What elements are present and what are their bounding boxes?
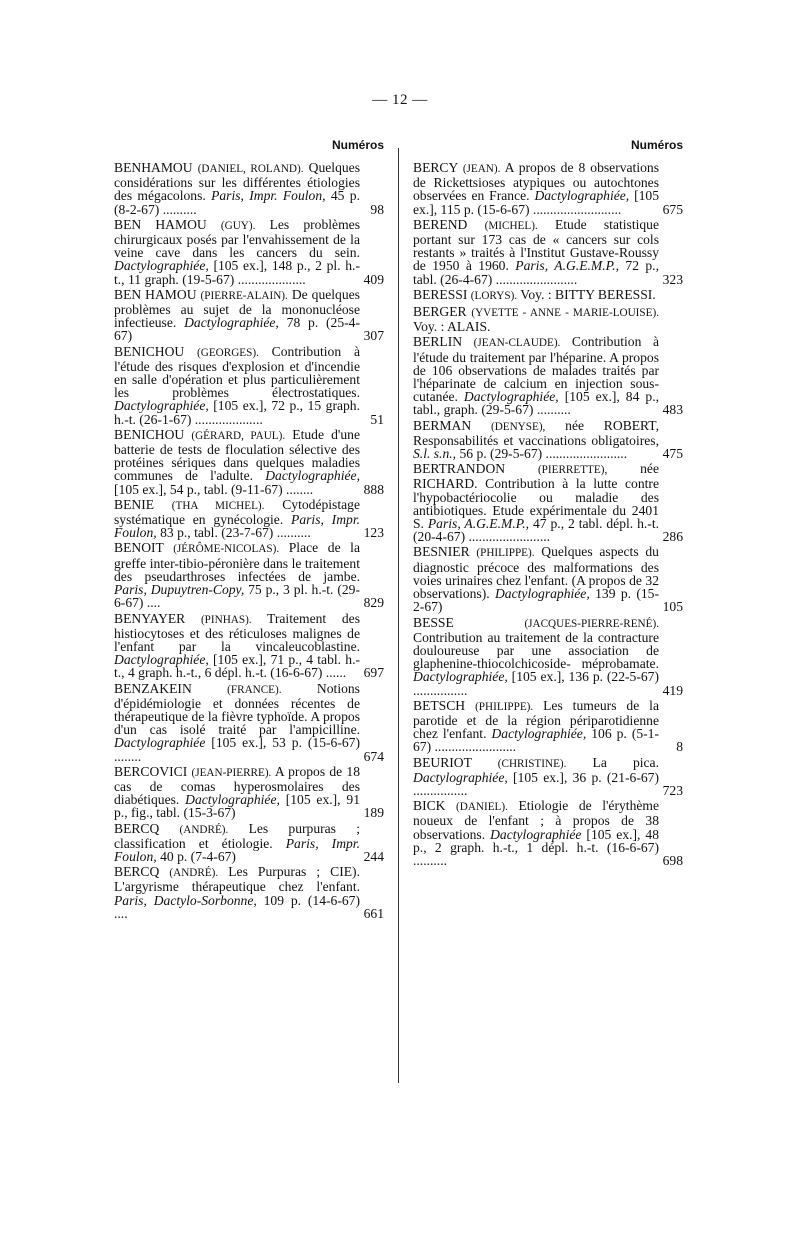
author-surname: BERESSI: [413, 286, 468, 302]
collation: [105 ex.], 72 p., 15 graph. h.-t. (26-1-67) ....................: [114, 398, 360, 427]
entry-number: 98: [370, 201, 384, 217]
index-entry: [413, 699, 683, 754]
thesis-title: Place de la greffe inter-tibio-péronière dans le traitement des pseudarthroses infectées de jambe.: [114, 540, 360, 584]
collation: 83 p., tabl. (23-7-67) ..........: [160, 525, 311, 541]
author-given-names: (DENYSE),: [490, 420, 546, 433]
entry-text: [413, 699, 659, 754]
index-entry: [114, 498, 384, 540]
index-entry: [413, 218, 683, 286]
entry-number: 829: [363, 595, 384, 611]
entry-text: [114, 498, 360, 540]
author-surname: BENZAKEIN: [114, 680, 192, 696]
entry-text: [114, 541, 360, 609]
entry-number: 723: [662, 782, 683, 798]
author-given-names: (DANIEL).: [456, 801, 508, 814]
author-given-names: (ANDRÉ).: [169, 867, 219, 880]
collation: [105 ex.], 54 p., tabl. (9-11-67) ........: [114, 481, 314, 497]
thesis-title: née RICHARD. Contribution à la lutte contre l'hypobactériocolie ou maladie des antibiotiques. Etude expérimentale du 2401 S.: [413, 461, 659, 532]
index-entry: [413, 288, 683, 303]
author-surname: BESSE: [413, 614, 454, 630]
entry-text: [413, 335, 659, 416]
author-given-names: (PHILIPPE).: [475, 700, 534, 713]
entry-text: [114, 161, 360, 216]
index-entry: [413, 335, 683, 416]
thesis-title: Les purpuras ; classification et étiologie.: [114, 820, 360, 851]
index-entry: [413, 419, 683, 461]
imprint: Dactylographiée,: [114, 258, 209, 274]
collation: [105 ex.], 91 p., fig., tabl. (15-3-67): [114, 792, 360, 821]
author-surname: BEREND: [413, 216, 468, 232]
imprint: Paris, Impr. Foulon,: [114, 512, 361, 541]
entry-text: [413, 305, 659, 333]
imprint: Paris, A.G.E.M.P.,: [427, 516, 530, 532]
index-entry: [114, 612, 384, 680]
author-surname: BERTRANDON: [413, 461, 506, 477]
collation: 72 p., tabl. (26-4-67) ........................: [413, 258, 659, 287]
thesis-title: A propos de 8 observations de Rickettsioses atypiques ou autochtones observées en France.: [413, 160, 659, 204]
author-given-names: (LORYS).: [470, 289, 518, 302]
entry-text: [413, 419, 659, 461]
collation: [105 ex.], 115 p. (15-6-67) ..........................: [413, 188, 659, 217]
entry-text: [413, 616, 659, 697]
numeros-header: Numéros: [630, 138, 683, 152]
author-surname: BEN HAMOU: [114, 286, 197, 302]
index-entry: [413, 545, 683, 613]
imprint: Dactylographiée,: [463, 389, 559, 405]
entry-text: [114, 865, 360, 920]
collation: 78 p. (25-4-67): [114, 315, 360, 344]
collation: [105 ex.], 148 p., 2 pl. h.-t., 11 graph. (19-5-67) ....................: [114, 258, 360, 287]
numeros-header: Numéros: [331, 138, 384, 152]
thesis-title: A propos de 18 cas de comas hyperosmolaires des diabétiques.: [114, 763, 360, 808]
column-divider: [398, 148, 399, 1083]
index-entry: [114, 765, 384, 820]
imprint: Paris, Dactylo-Sorbonne,: [114, 892, 257, 908]
entry-text: [114, 288, 360, 343]
entry-number: 123: [363, 525, 384, 541]
index-entry: [413, 305, 683, 333]
entry-number: 105: [662, 599, 683, 615]
author-given-names: (PHILIPPE).: [476, 547, 535, 560]
entry-number: 409: [363, 271, 384, 287]
thesis-title: Voy. : ALAIS.: [413, 319, 491, 335]
thesis-title: La pica.: [592, 754, 659, 770]
index-entry: [114, 822, 384, 864]
entry-text: [114, 218, 360, 286]
entry-text: [114, 612, 360, 680]
imprint: Dactylographiée,: [184, 315, 279, 331]
imprint: Dactylographiée,: [413, 769, 508, 785]
author-surname: BENICHOU: [114, 426, 185, 442]
thesis-title: Contribution à l'étude des risques d'explosion et d'incendie en salle d'opération et plus particulièrement les problèmes électrostatiques.: [114, 343, 360, 401]
thesis-title: Quelques aspects du diagnostic précoce des malformations des voies urinaires chez l'enfant. (A propos de 32 observations).: [413, 544, 659, 602]
author-given-names: (PIERRETTE),: [537, 464, 608, 477]
thesis-title: Cytodépistage systématique en gynécologie.: [114, 496, 360, 528]
author-surname: BERCQ: [114, 820, 160, 836]
author-given-names: (THA MICHEL).: [171, 499, 265, 512]
collation: 106 p. (5-1-67) ........................: [413, 726, 659, 755]
entry-number: 675: [662, 201, 683, 217]
imprint: Dactylographiée,: [185, 792, 280, 808]
index-entry: [114, 218, 384, 286]
entry-text: [114, 345, 360, 426]
author-surname: BICK: [413, 798, 446, 814]
entry-text: [114, 682, 360, 763]
entry-text: [413, 161, 659, 216]
right-column: [413, 138, 683, 869]
thesis-title: Les Purpuras ; CIE). L'argyrisme thérapeutique chez l'enfant.: [114, 864, 360, 895]
entry-number: 323: [662, 271, 683, 287]
entry-text: [413, 756, 659, 798]
thesis-title: Notions d'épidémiologie et données récentes de thérapeutique de la fièvre typhoïde. A propos d'un cas isolé traité par l'ampicilline.: [114, 680, 360, 738]
entry-text: [114, 822, 360, 864]
page-number: — 12 —: [372, 92, 428, 108]
author-given-names: (YVETTE - ANNE - MARIE-LOUISE).: [471, 307, 659, 320]
author-given-names: (JACQUES-PIERRE-RENÉ).: [524, 617, 659, 630]
imprint: Dactylographiée,: [494, 586, 590, 602]
entry-number: 697: [363, 665, 384, 681]
entry-text: [413, 462, 659, 543]
entry-number: 8: [676, 739, 683, 755]
entry-list: [114, 161, 384, 920]
entry-number: 419: [662, 682, 683, 698]
author-surname: BENHAMOU: [114, 160, 193, 175]
index-entry: [413, 462, 683, 543]
collation: [105 ex.], 53 p. (15-6-67) ........: [114, 735, 360, 764]
author-given-names: (JEAN).: [462, 163, 501, 175]
imprint: Dactylographiée: [114, 735, 206, 751]
author-given-names: (GUY).: [220, 219, 256, 232]
entry-number: 51: [370, 411, 384, 427]
author-given-names: (GÉRARD, PAUL).: [191, 429, 286, 442]
thesis-title: Contribution à l'étude du traitement par l'héparine. A propos de 106 observations de malades traités par l'héparinate de calcium en injection sous-cutanée.: [413, 334, 659, 405]
imprint: S.l. s.n.,: [413, 446, 457, 462]
index-entry: [114, 428, 384, 496]
entry-text: [413, 288, 659, 303]
author-given-names: (ANDRÉ).: [179, 823, 229, 836]
entry-number: 483: [662, 402, 683, 418]
author-surname: BENYAYER: [114, 610, 186, 626]
collation: [105 ex.], 36 p. (21-6-67) ................: [413, 769, 660, 798]
index-entry: [114, 682, 384, 763]
imprint: Dactylographiée,: [265, 468, 360, 484]
author-given-names: (MICHEL).: [484, 219, 538, 232]
thesis-title: Les problèmes chirurgicaux posés par l'envahissement de la veine cave dans les cancers du sein.: [114, 216, 360, 261]
entry-text: [413, 218, 659, 286]
collation: 47 p., 2 tabl. dépl. h.-t. (20-4-67) ........................: [413, 516, 659, 545]
entry-list: [413, 161, 683, 867]
collation: 109 p. (14-6-67) ....: [114, 892, 360, 921]
author-surname: BERCOVICI: [114, 763, 188, 779]
index-entry: [413, 756, 683, 798]
entry-number: 661: [363, 905, 384, 921]
author-given-names: (DANIEL, ROLAND).: [197, 163, 304, 175]
author-surname: BEURIOT: [413, 754, 472, 770]
collation: [105 ex.], 48 p., 2 graph. h.-t., 1 dépl. h.-t. (16-6-67) ..........: [413, 826, 660, 868]
thesis-title: Les tumeurs de la parotide et de la région périparotidienne chez l'enfant.: [413, 697, 659, 742]
author-given-names: (PIERRE-ALAIN).: [200, 289, 288, 302]
imprint: Paris, Impr. Foulon,: [211, 188, 326, 204]
author-given-names: (JEAN-CLAUDE).: [473, 337, 561, 350]
author-surname: BEN HAMOU: [114, 216, 207, 232]
thesis-title: Etude statistique portant sur 173 cas de « cancers sur cols restants » traités à l'Institut Gustave-Roussy de 1950 à 1960.: [413, 216, 659, 274]
entry-number: 698: [662, 852, 683, 868]
thesis-title: Contribution au traitement de la contracture douloureuse par une association de glaphenine-thiocolchicoside- méprobamate.: [413, 629, 659, 672]
entry-number: 307: [363, 328, 384, 344]
imprint: Dactylographiée,: [114, 652, 209, 668]
author-given-names: (JÉRÔME-NICOLAS).: [173, 543, 280, 556]
author-given-names: (PINHAS).: [200, 613, 252, 626]
index-entry: [413, 616, 683, 697]
imprint: Paris, A.G.E.M.P.,: [515, 258, 619, 274]
imprint: Dactylographiée,: [413, 669, 508, 685]
entry-number: 189: [363, 805, 384, 821]
author-given-names: (CHRISTINE).: [497, 757, 567, 770]
entry-number: 286: [662, 529, 683, 545]
author-surname: BENICHOU: [114, 343, 185, 359]
entry-text: [413, 799, 659, 867]
entry-number: 674: [363, 748, 384, 764]
author-given-names: (GEORGES).: [197, 346, 259, 359]
author-given-names: (JEAN-PIERRE).: [191, 766, 272, 779]
collation: [105 ex.], 136 p. (22-5-67) ................: [413, 669, 660, 698]
thesis-title: née ROBERT, Responsabilités et vaccinations obligatoires,: [413, 417, 660, 448]
author-surname: BESNIER: [413, 544, 470, 560]
thesis-title: Etiologie de l'érythème noueux de l'enfant ; à propos de 38 observations.: [413, 798, 660, 842]
collation: 56 p. (29-5-67) ........................: [459, 446, 628, 462]
thesis-title: De quelques problèmes au sujet de la mononucléose infectieuse.: [114, 286, 360, 331]
index-entry: [413, 161, 683, 216]
collation: 40 p. (7-4-67): [160, 848, 236, 864]
entry-text: [114, 428, 360, 496]
collation: 139 p. (15-2-67): [413, 586, 659, 615]
thesis-title: Quelques considérations sur les différentes étiologies des mégacolons.: [114, 160, 360, 204]
index-entry: [114, 541, 384, 609]
author-surname: BENOIT: [114, 540, 164, 556]
imprint: Dactylographiée,: [534, 188, 630, 204]
author-surname: BERMAN: [413, 417, 472, 433]
collation: [105 ex.], 84 p., tabl., graph. (29-5-67) ..........: [413, 389, 659, 418]
imprint: Paris, Dupuytren-Copy,: [114, 582, 245, 598]
collation: [105 ex.], 71 p., 4 tabl. h.-t., 4 graph. h.-t., 6 dépl. h.-t. (16-6-67) ......: [114, 652, 361, 681]
entry-number: 475: [662, 446, 683, 462]
index-entry: [114, 345, 384, 426]
imprint: Paris, Impr. Foulon,: [114, 835, 360, 864]
author-surname: BERGER: [413, 304, 467, 320]
collation: 45 p. (8-2-67) ..........: [114, 188, 360, 217]
left-column: [114, 138, 384, 922]
entry-number: 888: [363, 481, 384, 497]
thesis-title: Traitement des histiocytoses et des réticuloses malignes de l'enfant par la vincaleucoblastine.: [114, 610, 360, 654]
author-surname: BETSCH: [413, 697, 466, 713]
thesis-title: Voy. : BITTY BERESSI.: [520, 286, 656, 302]
imprint: Dactylographiée: [490, 826, 582, 842]
entry-number: 244: [363, 848, 384, 864]
index-entry: [413, 799, 683, 867]
author-surname: BERCQ: [114, 864, 160, 880]
thesis-title: Etude d'une batterie de tests de floculation sélective des protéines sériques dans quelques maladies communes de l'adulte.: [114, 426, 360, 484]
imprint: Dactylographiée,: [491, 726, 587, 742]
index-entry: [114, 161, 384, 216]
collation: 75 p., 3 pl. h.-t. (29-6-67) ....: [114, 582, 360, 611]
imprint: Dactylographiée,: [114, 398, 209, 414]
entry-text: [413, 545, 659, 613]
author-surname: BENIE: [114, 496, 155, 512]
entry-text: [114, 765, 360, 820]
author-given-names: (FRANCE).: [227, 683, 282, 696]
author-surname: BERLIN: [413, 334, 463, 350]
index-entry: [114, 865, 384, 920]
author-surname: BERCY: [413, 160, 458, 175]
index-entry: [114, 288, 384, 343]
